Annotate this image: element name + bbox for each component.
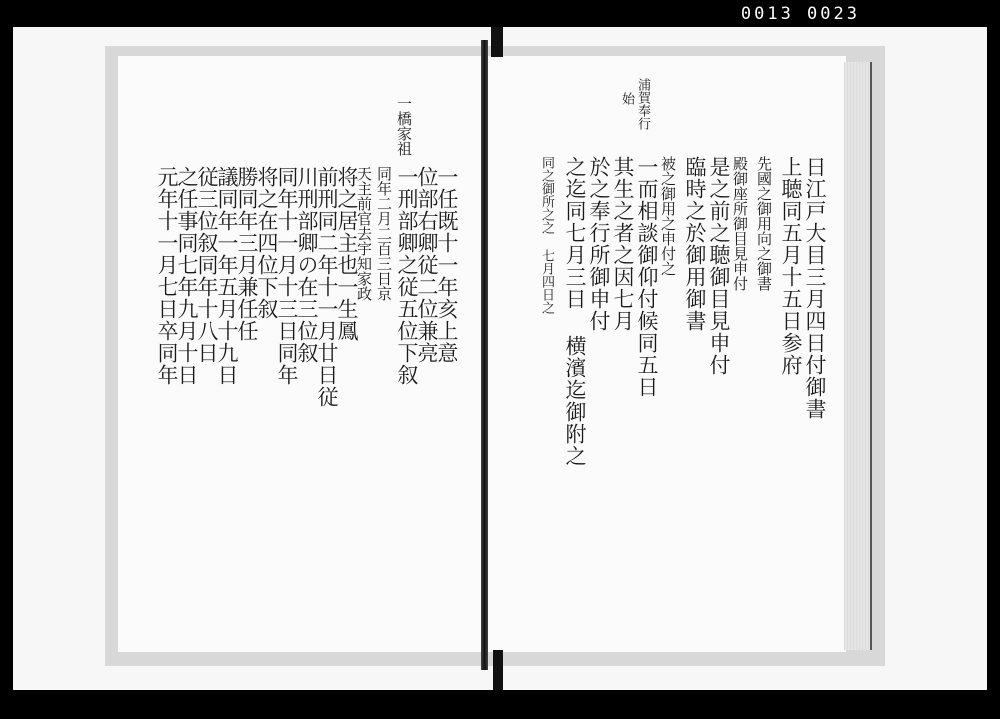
binding-bottom <box>493 650 503 690</box>
text-column: 元年十一月七日卒同年 <box>155 166 179 386</box>
right-page-heading: 浦賀奉行 <box>635 78 650 130</box>
text-column: 先國之御用向之御書 <box>755 156 773 291</box>
text-column: 一刑部卿之従五位下叙 <box>395 166 419 386</box>
book-gutter <box>481 40 488 670</box>
text-column: 天主前官去宇知家政 <box>355 166 373 301</box>
binding-top <box>491 27 503 57</box>
text-column: 臨時之於御用御書 <box>683 156 707 332</box>
text-column: 勝同年三月兼任任 <box>235 166 259 342</box>
text-column: 位部右卿従二位兼亮 <box>415 166 439 364</box>
text-column: 前刑同二年十一月廿日従 <box>315 166 339 408</box>
text-column: 是之前之聴御目見申付 <box>707 156 731 376</box>
left-page <box>118 56 484 652</box>
text-column: 於之奉行所御申付 <box>587 156 611 332</box>
right-page-subheading: 始 <box>619 92 634 105</box>
left-page-heading: 一橋家祖 <box>395 96 413 156</box>
text-column: 日江戸大目三月四日付御書 <box>803 156 827 420</box>
text-column: 殿御座所御目見申付 <box>731 156 749 291</box>
text-column: 将之居主也一生鳳 <box>335 166 359 342</box>
text-column: 従三位叙同年十八日 <box>195 166 219 364</box>
text-column: 一而相談御仰付候同五日 <box>635 156 659 398</box>
text-column: 之任事同七年九月十日 <box>175 166 199 386</box>
text-column: 之迄同七月三日 横濱迄御附之 <box>563 156 587 467</box>
text-column: 上聴同五月十五日参府 <box>779 156 803 376</box>
frame-number: 0013 0023 <box>740 4 860 24</box>
text-column: 同年二月二百三日京 <box>375 166 393 301</box>
text-column: 其生之者之因七月 <box>611 156 635 332</box>
text-column: 将之在四位下叙 <box>255 166 279 320</box>
text-column: 同之御所之之 七月四日之 <box>539 156 554 314</box>
right-page <box>486 56 846 652</box>
text-column: 同年十一月十三日同年 <box>275 166 299 386</box>
text-column: 川刑部卿の在三位叙 <box>295 166 319 364</box>
text-column: 一任既十一年亥上意 <box>435 166 459 364</box>
page-edges <box>844 62 872 650</box>
text-column: 被之御用之申付之 <box>659 156 677 276</box>
text-column: 議同年一年五月十九日 <box>215 166 239 386</box>
